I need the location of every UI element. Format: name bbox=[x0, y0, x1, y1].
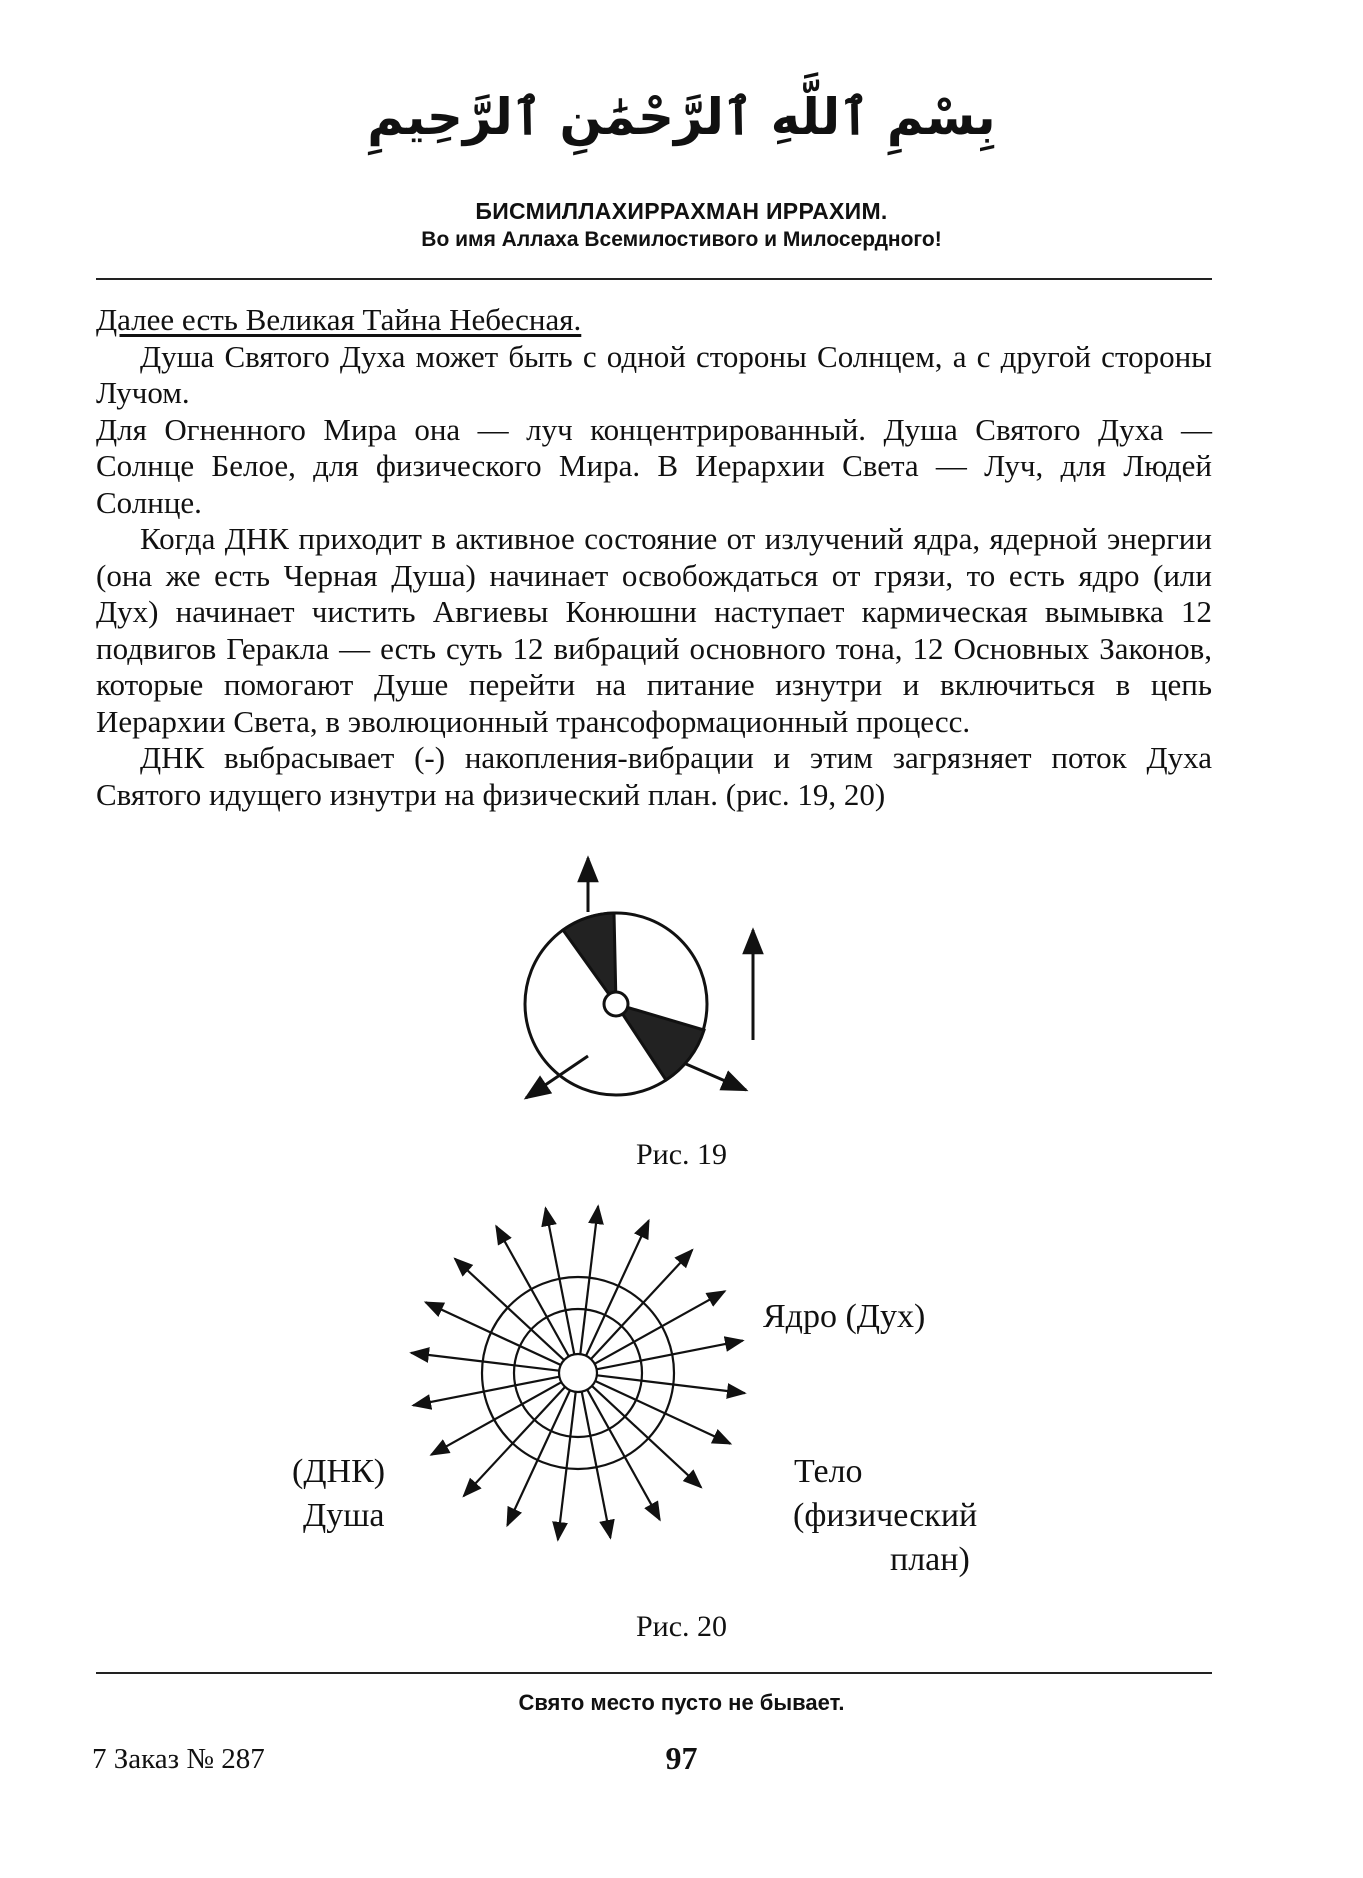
fig20-ray-arrow bbox=[426, 1302, 561, 1365]
figure-20 bbox=[411, 1206, 745, 1540]
label-body-3: план) bbox=[890, 1541, 970, 1578]
fig20-ray-arrow bbox=[595, 1291, 725, 1364]
page-number: 97 bbox=[665, 1740, 698, 1776]
label-body-1: Тело bbox=[794, 1453, 863, 1490]
bismillah-calligraphy: بِسْمِ ٱللَّهِ ٱلرَّحْمَٰنِ ٱلرَّحِيمِ bbox=[367, 88, 996, 146]
fig19-arrow-down-right bbox=[686, 1064, 746, 1090]
fig20-ray-arrow bbox=[558, 1392, 576, 1540]
footer-divider bbox=[96, 1672, 1212, 1674]
fig20-core-circle bbox=[559, 1354, 597, 1392]
label-body-2: (физический bbox=[793, 1497, 978, 1534]
fig20-ray-arrow bbox=[586, 1221, 649, 1356]
fig19-arrow-down-left bbox=[526, 1056, 588, 1098]
paragraph-1: Душа Святого Духа может быть с одной стороны Солнцем, а с другой стороны Лучом. bbox=[96, 338, 1212, 410]
header-subtitle: Во имя Аллаха Всемилостивого и Милосердного! bbox=[421, 228, 942, 251]
fig20-ray-arrow bbox=[431, 1382, 561, 1455]
footer-quote: Свято место пусто не бывает. bbox=[518, 1690, 845, 1715]
fig20-ray-arrow bbox=[580, 1206, 598, 1354]
fig20-ray-arrow bbox=[464, 1387, 565, 1496]
fig20-ray-arrow bbox=[595, 1381, 730, 1444]
label-core: Ядро (Дух) bbox=[763, 1298, 926, 1335]
fig20-ray-arrow bbox=[597, 1375, 745, 1393]
fig20-ray-arrow bbox=[591, 1250, 692, 1359]
paragraph-4: ДНК выбрасывает (-) накопления-вибрации и этим загрязняет поток Духа Святого идущего изнутри на физический план. (рис. 19, 20) bbox=[96, 740, 1212, 812]
fig19-caption: Рис. 19 bbox=[635, 1138, 728, 1171]
fig20-ray-arrow bbox=[455, 1259, 564, 1360]
fig19-center-circle bbox=[604, 992, 628, 1016]
section-subheading: Далее есть Великая Тайна Небесная. bbox=[96, 302, 582, 337]
label-dna-1: (ДНК) bbox=[292, 1453, 386, 1490]
fig20-ray-arrow bbox=[587, 1390, 660, 1520]
fig20-ray-arrow bbox=[411, 1353, 559, 1371]
print-order-number: 7 Заказ № 287 bbox=[92, 1743, 265, 1775]
label-dna-2: Душа bbox=[303, 1497, 385, 1534]
paragraph-2: Для Огненного Мира она — луч концентрированный. Душа Святого Духа — Солнце Белое, для физического Мира. В Иерархии Света — Луч, для Людей Солнце. bbox=[96, 411, 1212, 520]
header-title: БИСМИЛЛАХИРРАХМАН ИРРАХИМ. bbox=[475, 198, 888, 224]
paragraph-3: Когда ДНК приходит в активное состояние от излучений ядра, ядерной энергии (она же есть Черная Душа) начинает освобождаться от грязи, то есть ядро (или Дух) начинает чистить Авгиевы Конюшни наступает кармическая вымывка 12 подвигов Геракла — есть суть 12 вибраций основного тона, 12 Основных Законов, которые помогают Душе перейти на питание изнутри и включиться в цепь Иерархии Света, в эволюционный трансоформационный процесс. bbox=[96, 521, 1212, 739]
fig20-ray-arrow bbox=[592, 1386, 701, 1487]
fig20-caption: Рис. 20 bbox=[635, 1610, 728, 1643]
fig20-ray-arrow bbox=[496, 1226, 569, 1356]
fig19-dark-sector-top bbox=[563, 913, 616, 1004]
figure-19 bbox=[525, 858, 753, 1098]
fig20-ray-arrow bbox=[507, 1390, 570, 1525]
fig19-dark-sector-bottom bbox=[616, 1004, 704, 1080]
